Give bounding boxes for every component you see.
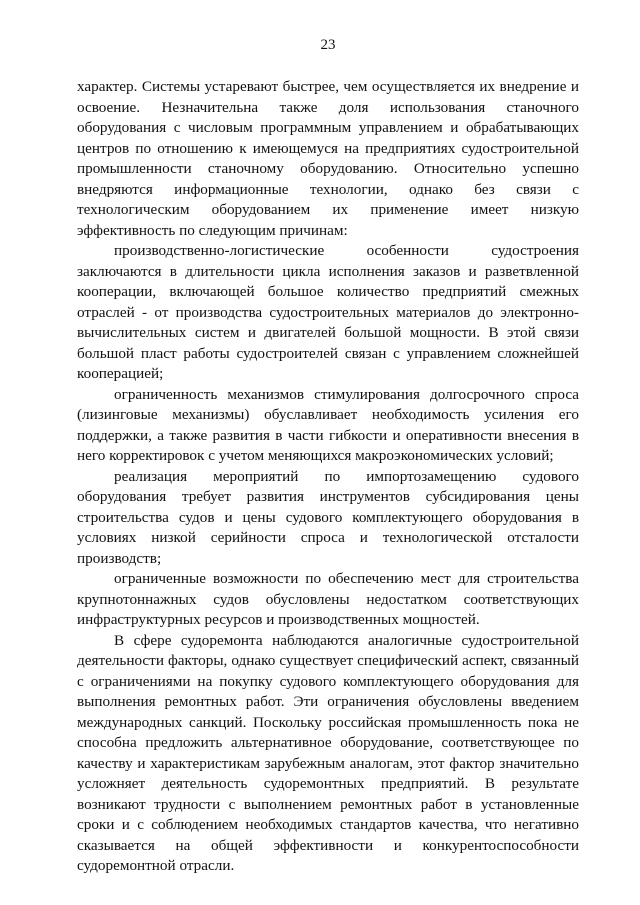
paragraph-intro: характер. Системы устаревают быстрее, чем осуществляется их внедрение и освоение. Незначительна также доля использования станочного оборудования с числовым программным управлением и обрабатывающих центров по отношению к имеющемуся на предприятиях судостроительной промышленности станочному оборудованию. Относительно успешно внедряются информационные технологии, однако без связи с технологическим оборудованием их применение имеет низкую эффективность по следующим причинам: bbox=[77, 78, 579, 239]
page-number: 23 bbox=[320, 37, 336, 53]
paragraph-shipbuilding-logistics: производственно-логистические особенности судостроения заключаются в длительности цикла исполнения заказов и разветвленной кооперации, включающей большое количество предприятий смежных отраслей - от производства судостроительных материалов до электронно-вычислительных систем и двигателей большой мощности. В этой связи большой пласт работы судостроителей связан с управлением сложнейшей кооперацией; bbox=[77, 242, 579, 382]
paragraph-ship-repair: В сфере судоремонта наблюдаются аналогичные судостроительной деятельности факторы, однако существует специфический аспект, связанный с ограничениями на покупку судового комплектующего оборудования для выполнения ремонтных работ. Эти ограничения обусловлены введением международных санкций. Поскольку российская промышленность пока не способна предложить альтернативное оборудование, соответствующее по качеству и характеристикам зарубежным аналогам, этот фактор значительно усложняет деятельность судоремонтных предприятий. В результате возникают трудности с выполнением ремонтных работ в установленные сроки и с соблюдением необходимых стандартов качества, что негативно сказывается на общей эффективности и конкурентоспособности судоремонтной отрасли. bbox=[77, 631, 579, 874]
paragraph-demand-stimulation: ограниченность механизмов стимулирования долгосрочного спроса (лизинговые механизмы) обуславливает необходимость усиления его поддержки, а также развития в части гибкости и оперативности внесения в него корректировок с учетом меняющихся макроэкономических условий; bbox=[77, 385, 579, 464]
paragraph-construction-sites: ограниченные возможности по обеспечению мест для строительства крупнотоннажных судов обусловлены недостатком соответствующих инфраструктурных ресурсов и производственных мощностей. bbox=[77, 570, 579, 628]
paragraph-import-substitution: реализация мероприятий по импортозамещению судового оборудования требует развития инструментов субсидирования цены строительства судов и цены судового комплектующего оборудования в условиях низкой серийности спроса и технологической отсталости производств; bbox=[77, 467, 579, 567]
